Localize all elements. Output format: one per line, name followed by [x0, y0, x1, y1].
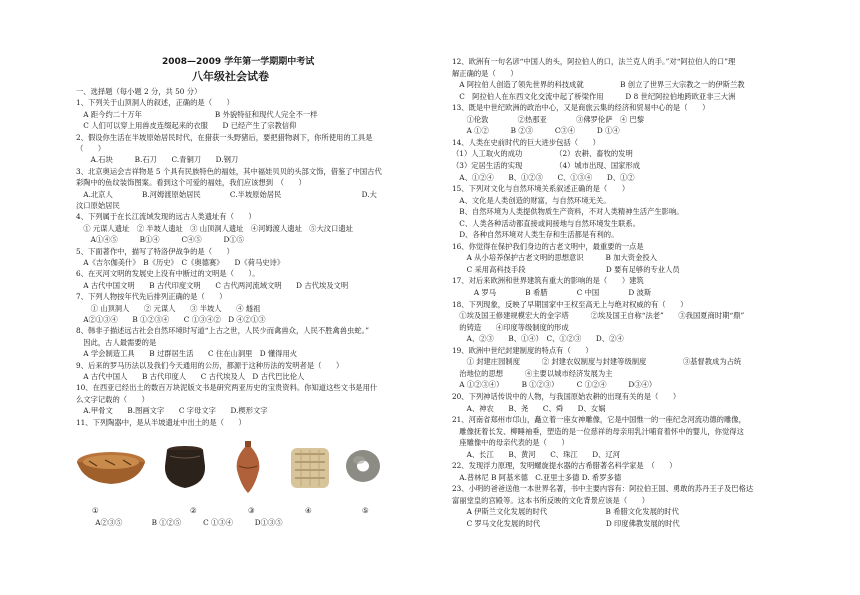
- right-text-line: ① 封建庄园制度 ② 封建农奴制度与封建等级制度 ③基督教成为占统: [452, 357, 742, 367]
- left-text-line: ① 元谋人遗址 ② 半坡人遗址 ③ 山顶洞人遗址 ④河姆渡人遗址 ⑤大汶口遗址: [76, 223, 353, 233]
- right-text-line: 17、对后来欧洲和世界建筑有重大的影响的是（ ）建筑: [452, 276, 644, 286]
- left-text-line: A《吉尔伽美什》 B《历史》 C《奥德赛》 D《荷马史诗》: [76, 258, 285, 267]
- left-text-line: A 学会制造工具 B 过群居生活 C 住在山洞里 D 懂得用火: [76, 349, 298, 359]
- black-pottery-cup-image: [160, 444, 210, 490]
- right-text-line: 20、下列神话传说中的人物，与我国原始农耕的出现有关的是（ ）: [452, 391, 681, 401]
- right-text-line: ①伦敦 ②热那亚 ③佛罗伦萨 ④ 巴黎: [452, 114, 645, 124]
- right-text-line: 雕像抚着长发、柳睡袖垂，塑造的是一位慈祥的母亲用乳汁哺育着怀中的婴儿，你觉得这: [452, 426, 744, 436]
- pottery-images: [75, 440, 385, 500]
- image-number-label: ③: [248, 506, 255, 515]
- right-text-line: A、②③ B、①④） C、①②③ D、②④: [452, 334, 624, 344]
- right-text-line: A 从小培养保护古老文明的思想意识 B 加大资金投入: [452, 253, 657, 263]
- left-text-line: 7、下列人物按年代先后排列正确的是（ ）: [76, 292, 227, 302]
- image-number-label: ①: [92, 506, 99, 515]
- left-text-line: ① 山顶洞人 ② 元谋人 ③ 半坡人 ④ 燧祖: [76, 303, 261, 313]
- right-text-line: C、人类各种活动都直接或间接地与自然环境发生联系。: [452, 218, 641, 228]
- left-text-line: 8、韩非子描述远古社会自然环境时写道“上古之世，人民少而禽兽众，人民不胜禽兽虫蛇。”: [76, 326, 370, 336]
- right-text-line: ①埃及国王修建规模宏大的金字塔 ②埃及国王自称“法老” ③我国夏商时期“鼎”: [452, 311, 745, 321]
- left-text-line: 么文字记载的（ ）: [76, 394, 149, 404]
- right-text-line: C 采用高科技手段 D 要有足够的专业人员: [452, 264, 680, 274]
- right-column: [430, 0, 860, 595]
- right-text-line: A 阿拉伯人创造了领先世界的科技成就 B 创立了世界三大宗教之一的伊斯兰教: [452, 80, 745, 90]
- right-text-line: 座雕像中的母亲代表的是（ ）: [452, 438, 569, 448]
- right-text-line: 的铸造 ④印度等级制度的形成: [452, 322, 569, 332]
- right-text-line: C 阿拉伯人在东西文化交流中起了桥梁作用 D 8 世纪阿拉伯地跨欧亚非三大洲: [452, 91, 736, 101]
- right-text-line: A、①②④ B、①②③ C、①③④ D、①②: [452, 172, 635, 182]
- left-text-line: A②①③④ B ①②③④ C ①③④② D ④②①③: [76, 315, 266, 324]
- right-text-line: A、长江 B、黄河 C、珠江 D、辽河: [452, 449, 621, 459]
- pointed-bottom-bottle-image: [233, 440, 263, 494]
- left-text-line: A 古代中国人 B 古代印度人 C 古代埃及人 D 古代巴比伦人: [76, 372, 305, 381]
- right-text-line: 治地位的思想 ④主要以城市经济发展为主: [452, 368, 613, 378]
- image-number-label: ②: [190, 506, 197, 515]
- right-text-line: 富丽堂皇的宫殿等。这本书所反映的文化背景应该是（ ）: [452, 495, 650, 505]
- left-text-line: 1、下列关于山顶洞人的叙述，正确的是（ ）: [76, 98, 234, 108]
- right-text-line: 21、河南省郑州市邙山，矗立着一座女神雕像，它是中国惟一的一座纪念河流功德的雕像，: [452, 415, 746, 425]
- right-text-line: B、自然环境为人类提供物质生产资料，不对人类精神生活产生影响。: [452, 207, 684, 217]
- right-text-line: A、文化是人类创造的财富，与自然环境无关。: [452, 195, 611, 205]
- right-text-line: A 伊斯兰文化发展的时代 B 希腊文化发展的时代: [452, 507, 679, 517]
- right-text-line: 22、发现浮力原理，发明螺旋提水器的古希腊著名科学家是 （ ）: [452, 461, 677, 471]
- right-text-line: 14、人类在史前时代的巨大进步包括（ ）: [452, 137, 600, 147]
- right-text-line: 23、小明的爸爸送他一本世界名著，书中主要内容有：阿拉伯王国、勇敢的苏丹王子及巴格达: [452, 484, 754, 494]
- left-text-line: 9、后来的罗马历法以及我们今天通用的公历，都源于这种历法的发明者是（ ）: [76, 360, 344, 370]
- right-text-line: 19、欧洲中世纪封建制度的特点有（ ）: [452, 345, 593, 355]
- left-text-line: A 古代中国文明 B 古代印度文明 C 古代两河流域文明 D 古代埃及文明: [76, 280, 349, 290]
- right-text-line: C 罗马文化发展的时代 D 印度佛教发展的时代: [452, 519, 680, 528]
- q11-answer-options: A②③⑤ B ①②⑤ C ①③④ D①③⑤: [88, 518, 283, 527]
- right-text-line: 18、下列现象，反映了早期国家中王权至高无上与绝对权威的有（ ）: [452, 299, 688, 309]
- left-text-line: 4、下列属于在长江流域发现的远古人类遗址有（ ）: [76, 212, 256, 222]
- right-text-line: 13、既是中世纪欧洲的政治中心，又是商旅云集的经济和贸易中心的是（ ）: [452, 103, 710, 113]
- pottery-basin-image: [75, 448, 147, 486]
- right-text-line: A 罗马 B 希腊 C 中国 D 波斯: [452, 288, 652, 297]
- right-text-line: D、各种自然环境对人类生存和生活都是有利的。: [452, 230, 619, 240]
- right-text-line: 12、欧洲有一句名谚“中国人的头，阿拉伯人的口，法兰克人的手。”对“阿拉伯人的口”理: [452, 57, 736, 66]
- left-text-line: 汶口原始居民: [76, 201, 120, 210]
- left-text-line: C 人们可以穿上用兽皮连缀起来的衣服 D 已经产生了宗教信仰: [76, 121, 297, 131]
- left-text-line: 10、在西亚已经出土的数百万块泥版文书是研究两亚历史的宝贵资料。你知道这些文书是用什: [76, 383, 378, 393]
- right-text-line: A.普林尼 B 阿基米德 C.亚里士多德 D. 希罗多德: [452, 472, 622, 482]
- left-text-line: （ ）: [76, 144, 106, 153]
- left-text-line: 11、下列陶器中，是从半坡遗址中出土的是（ ）: [76, 417, 246, 427]
- right-text-line: 15、下列对文化与自然环境关系叙述正确的是（ ）: [452, 184, 630, 194]
- right-text-line: A ①② B ②③ C③④ D ①④: [452, 126, 620, 136]
- left-text-line: 5、下面著作中，描写了特洛伊战争的是（ ）: [76, 246, 234, 256]
- left-text-line: 彩陶中的鱼纹装饰图案。看到这个可爱的福娃，我们应该想到 （ ）: [76, 178, 306, 188]
- right-text-line: A ①②③④） B ①②③） C ①②④ D③④）: [452, 380, 657, 390]
- right-text-line: A、神农 B、尧 C、舜 D、女娲: [452, 403, 606, 413]
- left-text-line: 6、在灭河文明的发展史上没有中断过的文明是（ ）。: [76, 269, 260, 279]
- stone-disc-image: [343, 448, 383, 484]
- left-text-line: A.甲骨文 B.图画文字 C 字母文字 D.楔形文字: [76, 406, 268, 416]
- left-text-line: 2、假设你生活在半坡原始居民时代，在猎获一头野猪后，要把猎物剥下，你所使用的工具是: [76, 132, 373, 142]
- exam-title: 2008—2009 学年第一学期期中考试: [162, 57, 315, 67]
- right-text-line: 解正确的是（ ）: [452, 68, 518, 78]
- right-text-line: （3）定居生活的实现 （4）城市出现、国家形成: [452, 160, 641, 170]
- left-text-line: A.石块 B.石刀 C.青铜刀 D.钢刀: [76, 155, 239, 165]
- left-text-line: A 距今约二十万年 B 外貌特征和现代人完全不一样: [76, 109, 318, 119]
- left-text-line: A.北京人 B.河姆渡原始居民 C.半坡原始居民 D.大: [76, 189, 377, 199]
- left-text-line: A①④⑤ B①④ C④⑤ D①⑤: [76, 235, 245, 245]
- exam-subtitle: 八年级社会试卷: [192, 70, 269, 83]
- image-number-label: ⑤: [362, 506, 369, 515]
- left-text-line: 因此，古人最需要的是: [76, 337, 157, 347]
- image-number-label: ④: [305, 506, 312, 515]
- right-text-line: （1）人工取火的成功 （2）农耕、畜牧的发明: [452, 149, 633, 159]
- left-text-line: 3、北京奥运会吉祥物是 5 个具有民族特色的福娃，其中福娃贝贝的头部文饰，借鉴了中国古代: [76, 166, 382, 176]
- carved-wooden-vessel-image: [287, 444, 333, 492]
- left-text-line: 一、选择题（每小题 2 分，共 50 分）: [76, 87, 202, 96]
- right-text-line: 16、你觉得在保护我们身边的古老文明中，最重要的一点是: [452, 241, 644, 251]
